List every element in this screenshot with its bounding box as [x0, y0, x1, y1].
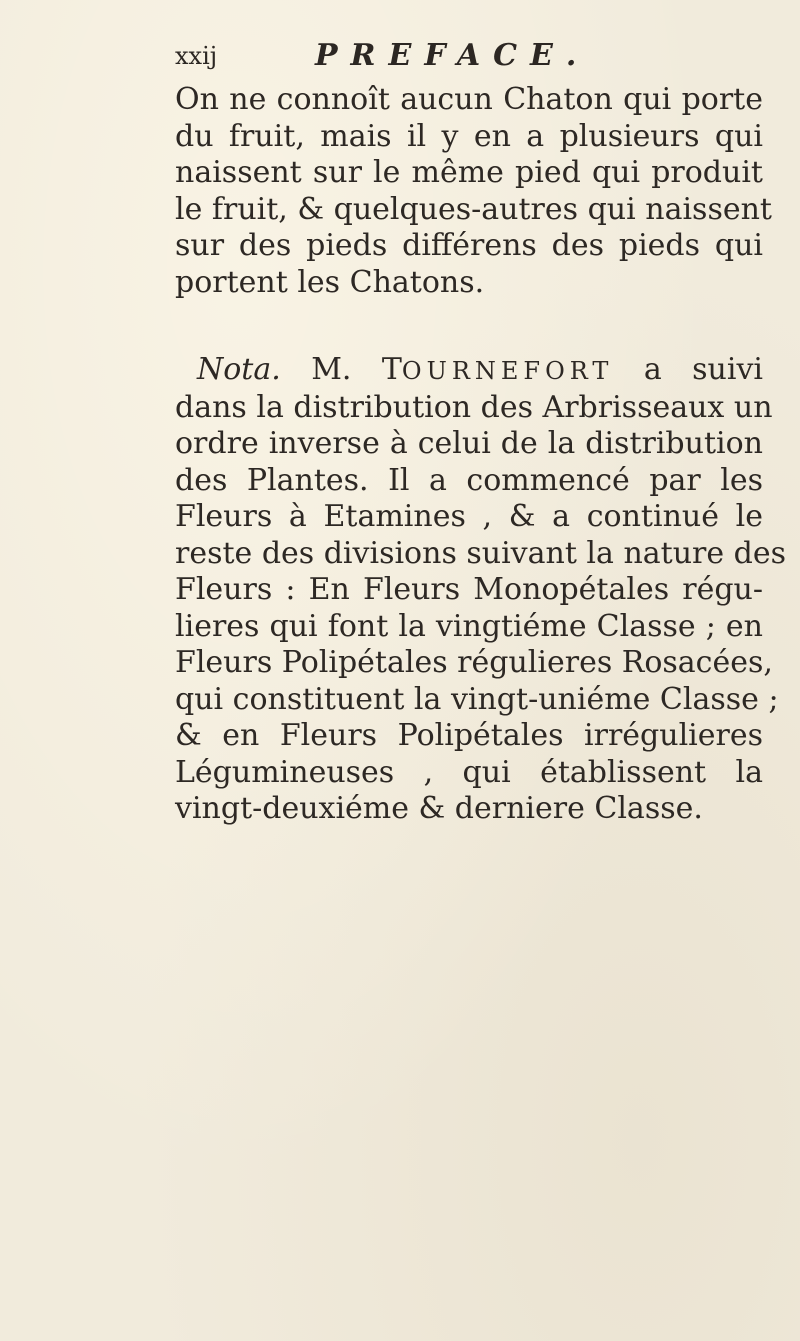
- text-line: des Plantes. Il a commencé par les: [175, 462, 763, 498]
- text-line: Fleurs Polipétales régulieres Rosacées,: [175, 645, 773, 680]
- text-line: reste des divisions suivant la nature des: [175, 535, 787, 571]
- text-line: du fruit, mais il y en a plusieurs qui: [175, 118, 763, 154]
- page-number: xxij: [175, 42, 218, 70]
- text-line: Légumineuses , qui établissent la: [175, 754, 763, 790]
- text-line: portent les Chatons.: [175, 264, 485, 300]
- text-line: qui constituent la vingt-uniéme Classe ;: [175, 681, 779, 717]
- nota-label: Nota.: [197, 352, 281, 387]
- body-text: [175, 82, 787, 828]
- author-name-smallcaps: OURNEFORT: [401, 357, 614, 385]
- nota-first-line: [175, 352, 763, 390]
- text-line: lieres qui font la vingtiéme Classe ; en: [175, 608, 763, 644]
- text-line: ordre inverse à celui de la distribution: [175, 426, 763, 461]
- text-line: naissent sur le même pied qui produit: [175, 155, 763, 190]
- text-line: On ne connoît aucun Chaton qui porte: [175, 82, 763, 117]
- author-initial: T: [381, 352, 402, 387]
- text-line: Fleurs à Etamines , & a continué le: [175, 499, 763, 534]
- first-line-tail: a suivi: [643, 352, 763, 387]
- page-header: [175, 38, 735, 78]
- paragraph-chatons: [175, 82, 772, 301]
- text-line: vingt-deuxiéme & derniere Classe.: [175, 791, 703, 826]
- text-line: dans la distribution des Arbrisseaux un: [175, 389, 773, 425]
- text-line: Fleurs : En Fleurs Monopétales régu-: [175, 572, 763, 607]
- author-prefix: M.: [311, 352, 352, 387]
- text-line: le fruit, & quelques-autres qui naissent: [175, 191, 772, 227]
- text-line: & en Fleurs Polipétales irrégulieres: [175, 718, 763, 753]
- text-line: sur des pieds différens des pieds qui: [175, 228, 763, 263]
- running-title: PREFACE.: [315, 38, 590, 73]
- paragraph-nota: [175, 352, 787, 828]
